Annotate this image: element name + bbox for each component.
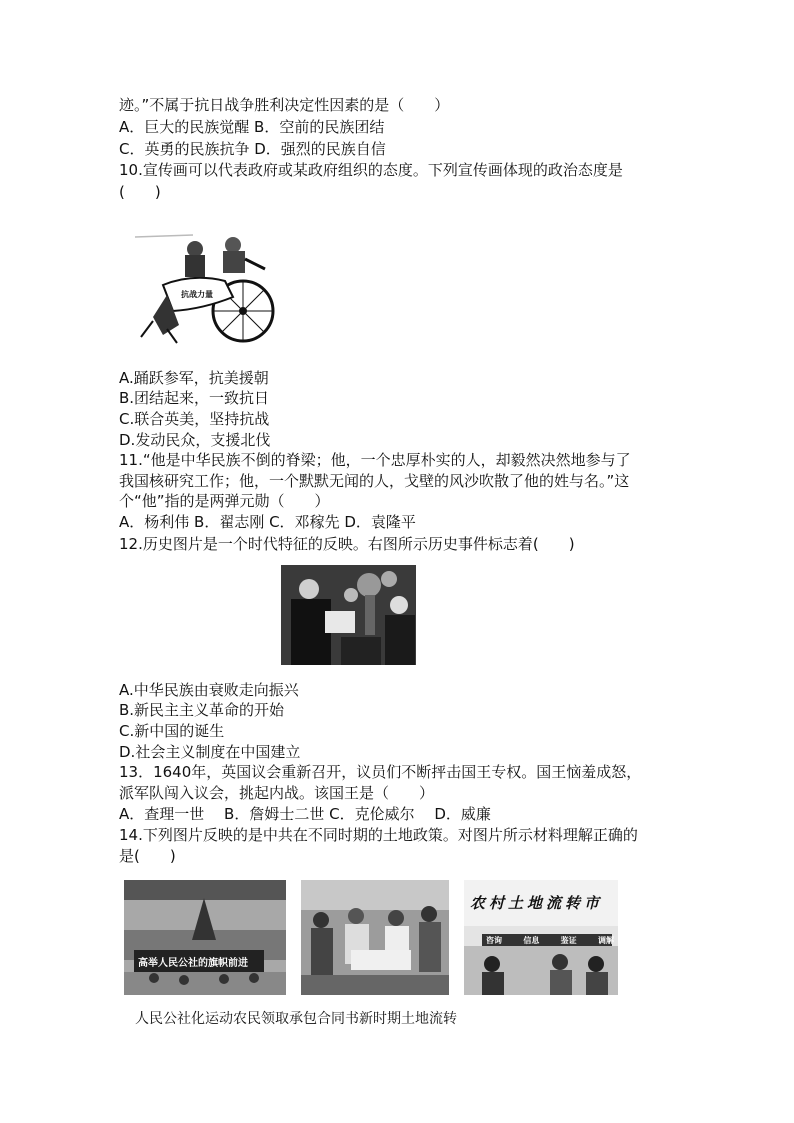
counter-label: 信息 [523, 936, 540, 945]
counter-label: 咨询 [486, 936, 502, 945]
q11-stem-line3: 个“他”指的是两弹元勋（ ） [119, 492, 330, 510]
counter-label: 鉴证 [560, 936, 577, 945]
q12-stem: 12.历史图片是一个时代特征的反映。右图所示历史事件标志着( ) [119, 535, 575, 553]
q11-stem-line1: 11.“他是中华民族不倒的脊梁；他，一个忠厚朴实的人，却毅然决然地参与了 [119, 451, 631, 469]
q12-option-c: C.新中国的诞生 [119, 722, 225, 740]
q14-photo-contract [301, 880, 449, 995]
bicycle-soldiers-drawing [133, 225, 281, 347]
q12-option-a: A.中华民族由衰败走向振兴 [119, 681, 299, 699]
q10-propaganda-image [133, 225, 281, 347]
q14-stem-line2: 是( ) [119, 847, 176, 865]
q12-founding-ceremony-photo [281, 565, 416, 665]
q14-stem-line1: 14.下列图片反映的是中共在不同时期的土地政策。对图片所示材料理解正确的 [119, 826, 638, 844]
counter-label: 调解 [597, 936, 614, 945]
q10-option-d: D.发动民众，支援北伐 [119, 431, 271, 449]
q9-options-cd: C．英勇的民族抗争 D．强烈的民族自信 [119, 140, 386, 158]
q11-options: A．杨利伟 B．翟志刚 C．邓稼先 D．袁隆平 [119, 513, 416, 531]
q9-options-ab: A．巨大的民族觉醒 B．空前的民族团结 [119, 118, 385, 136]
q14-photo3-sign: 农村土地流转市 [470, 894, 604, 912]
q13-stem-line1: 13．1640年，英国议会重新召开，议员们不断抨击国王专权。国王恼羞成怒， [119, 763, 642, 781]
q13-options: A．查理一世 B．詹姆士二世 C．克伦威尔 D．威廉 [119, 805, 491, 823]
q14-photo-commune [124, 880, 286, 995]
q14-photo3-counter-labels [486, 935, 614, 946]
q14-photos-caption: 人民公社化运动农民领取承包合同书新时期土地流转 [135, 1011, 457, 1027]
q12-option-d: D.社会主义制度在中国建立 [119, 743, 301, 761]
q10-stem-blank: ( ) [119, 183, 161, 201]
q13-stem-line2: 派军队闯入议会，挑起内战。该国王是（ ） [119, 784, 435, 802]
q11-stem-line2: 我国核研究工作；他，一个默默无闻的人，戈壁的风沙吹散了他的姓与名。”这 [119, 472, 630, 490]
q10-option-c: C.联合英美，坚持抗战 [119, 410, 270, 428]
q10-option-a: A.踊跃参军，抗美援朝 [119, 369, 269, 387]
q14-photo-land-market [464, 880, 618, 995]
q14-photo1-banner: 高举人民公社的旗帜前进 [138, 958, 248, 969]
q10-stem: 10.宣传画可以代表政府或某政府组织的态度。下列宣传画体现的政治态度是 [119, 161, 623, 179]
q9-stem: 迹。”不属于抗日战争胜利决定性因素的是（ ） [119, 96, 450, 114]
q10-image-label: 抗战力量 [181, 290, 213, 299]
q12-option-b: B.新民主主义革命的开始 [119, 701, 285, 719]
q10-option-b: B.团结起来，一致抗日 [119, 389, 270, 407]
